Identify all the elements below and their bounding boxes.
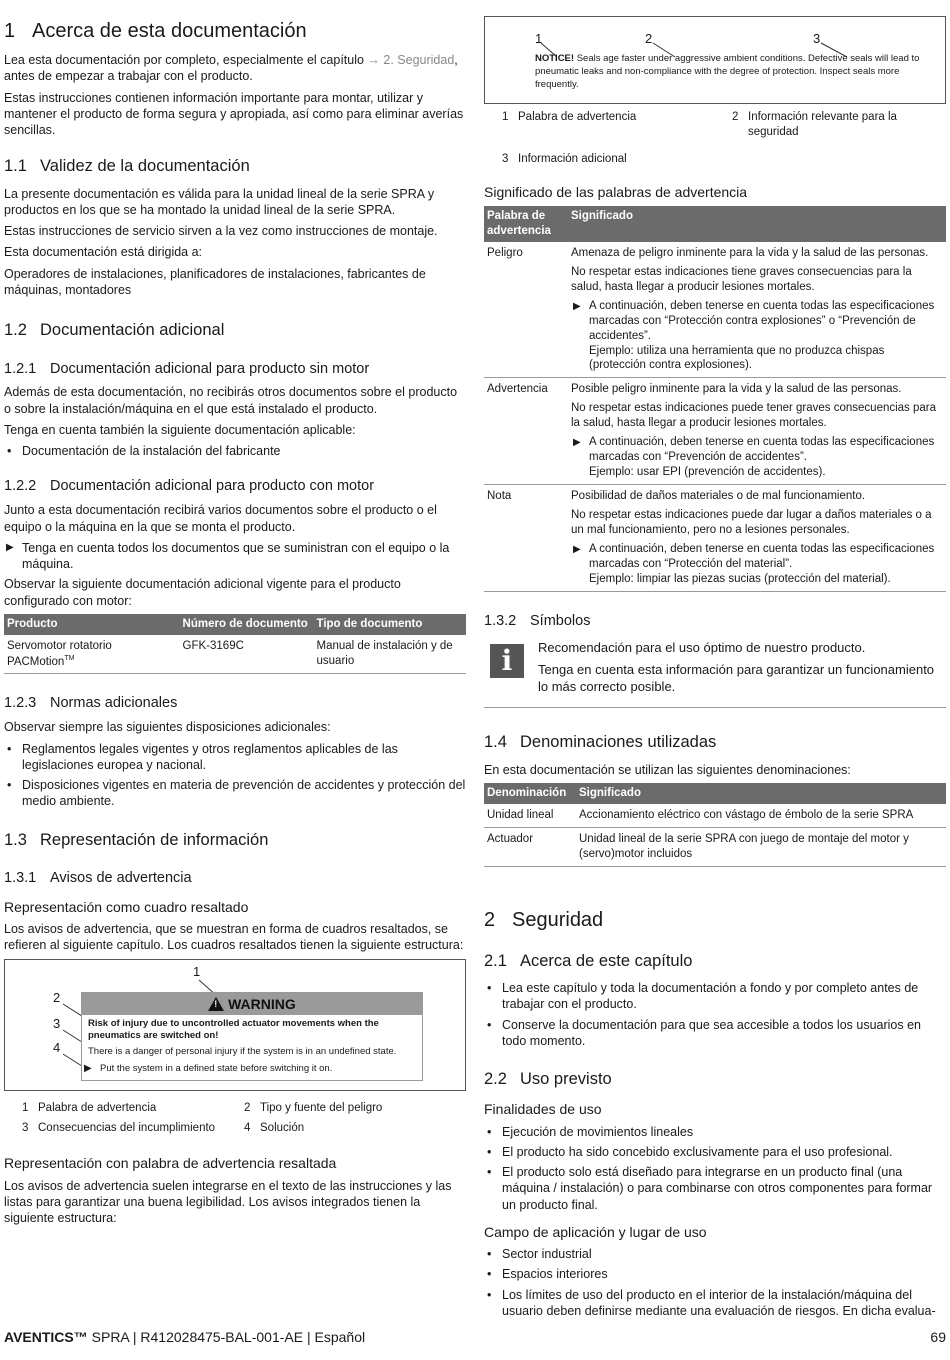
signal-words-table xyxy=(484,206,946,592)
bullet-list xyxy=(4,741,466,810)
heading-1: 1 Acerca de esta documentación xyxy=(4,20,307,42)
callout-2: 2 xyxy=(53,989,61,1005)
list-item: • Documentación de la instalación del fabricante xyxy=(4,443,466,459)
list-item: • Sector industrial xyxy=(484,1246,946,1262)
figure-legend xyxy=(484,110,946,167)
legend-item: 1 Palabra de advertencia xyxy=(22,1101,157,1114)
paragraph: Tenga en cuenta también la siguiente documentación aplicable: xyxy=(4,422,356,437)
right-column xyxy=(484,16,946,1324)
paragraph: Estas instrucciones contienen información importante para montar, utilizar y mantener el producto de forma segura y apropiada, así como para eliminar averías sencillas. xyxy=(4,90,464,137)
table-cell: Nota xyxy=(484,485,568,592)
callout-4: 4 xyxy=(53,1039,61,1055)
info-symbol-block xyxy=(484,636,946,708)
list-item: • Conserve la documentación para que sea accesible a todos los usuarios en todo momento. xyxy=(484,1017,946,1050)
table-row xyxy=(484,827,946,866)
list-item: • El producto solo está diseñado para integrarse en un producto final (una máquina / instalación) o para combinarse con otros componentes para formar un producto final. xyxy=(484,1164,946,1213)
paragraph: La presente documentación es válida para la unidad lineal de la serie SPRA y productos en los que se ha montado la unidad lineal de la serie SPRA. xyxy=(4,186,435,217)
heading-1-1: 1.1 Validez de la documentación xyxy=(4,157,250,176)
table-cell: Servomotor rotatorio PACMotion™ xyxy=(4,635,180,674)
list-item: • Ejecución de movimientos lineales xyxy=(484,1124,946,1140)
paragraph: Los avisos de advertencia suelen integrarse en el texto de las instrucciones y las listas para garantizar una buena legibilidad. Los avisos integrados tienen la siguiente estructura: xyxy=(4,1178,452,1226)
list-item: • Reglamentos legales vigentes y otros reglamentos aplicables de las legislaciones europea y nacional. xyxy=(4,741,466,774)
list-item: • Disposiciones vigentes en materia de prevención de accidentes y protección del medio ambiente. xyxy=(4,777,466,810)
table-header: Significado xyxy=(576,783,946,804)
heading-1-3-1: 1.3.1 Avisos de advertencia xyxy=(4,869,192,886)
documents-table xyxy=(4,614,466,675)
table-row xyxy=(4,635,466,674)
notice-text: NOTICE! Seals age faster under aggressive ambient conditions. Defective seals will lead to pneumatic leaks and non-compliance with the degree of protection. Inspect seals more frequently. xyxy=(535,53,920,90)
warning-header: ! WARNING xyxy=(82,993,422,1015)
subheading: Representación con palabra de advertencia resaltada xyxy=(4,1155,337,1172)
callout-3: 3 xyxy=(53,1015,61,1031)
legend-item: 2 Tipo y fuente del peligro xyxy=(244,1101,383,1114)
footer-doc-info: AVENTICS™ SPRA | R412028475-BAL-001-AE | Español xyxy=(4,1329,366,1345)
heading-1-2-2: 1.2.2 Documentación adicional para producto con motor xyxy=(4,478,375,495)
table-cell: Posible peligro inminente para la vida y la salud de las personas. No respetar estas indicaciones puede tener graves consecuencias para la salud, hasta llegar a producir lesiones mortales. ▶ A continuación, deben tenerse en cuenta todas las especificaciones marcadas con “Prevención de accidentes”. Ejemplo: usar EPI (prevención de accidentes). xyxy=(568,378,946,485)
table-header: Significado xyxy=(568,206,946,242)
table-cell: Actuador xyxy=(484,827,576,866)
bullet-list xyxy=(484,980,946,1049)
callout-1: 1 xyxy=(535,31,543,46)
warning-triangle-icon: ! xyxy=(208,997,224,1011)
paragraph: Estas instrucciones de servicio sirven a la vez como instrucciones de montaje. xyxy=(4,224,438,239)
consequence-text: There is a danger of personal injury if the system is in an undefined state. xyxy=(88,1046,397,1058)
list-item: • Lea este capítulo y toda la documentación a fondo y por completo antes de trabajar con el producto. xyxy=(484,980,946,1013)
table-cell: Amenaza de peligro inminente para la vida y la salud de las personas. No respetar estas indicaciones tiene graves consecuencias para la salud, hasta llegar a producir lesiones mortales. ▶ A continuación, deben tenerse en cuenta todas las especificaciones marcadas con “Protección contra explosiones” o “Prevención de accidentes”. Ejemplo: utiliza una herramienta que no produzca chispas (protección contra explosiones). xyxy=(568,242,946,378)
security-chapter-link[interactable]: → 2. Seguridad xyxy=(367,53,455,67)
callout-2: 2 xyxy=(645,31,653,46)
legend-item: 1 Palabra de advertencia xyxy=(502,111,637,123)
paragraph: Operadores de instalaciones, planificadores de instalaciones, fabricantes de máquinas, montadores xyxy=(4,266,426,297)
table-cell: GFK-3169C xyxy=(180,635,314,674)
page-footer xyxy=(4,1328,946,1346)
risk-text: Risk of injury due to uncontrolled actuator movements when the pneumatics are switched on! xyxy=(88,1017,379,1041)
paragraph: En esta documentación se utilizan las siguientes denominaciones: xyxy=(484,762,851,777)
table-cell: Peligro xyxy=(484,242,568,378)
page-number: 69 xyxy=(930,1329,946,1345)
table-header: Número de documento xyxy=(180,614,314,635)
heading-2-2: 2.2 Uso previsto xyxy=(484,1070,612,1089)
paragraph: Esta documentación está dirigida a: xyxy=(4,245,203,260)
heading-1-2-3: 1.2.3 Normas adicionales xyxy=(4,695,178,712)
table-row xyxy=(484,242,946,378)
paragraph: Junto a esta documentación recibirá varios documentos sobre el producto o el equipo o la máquina en la que se monta el producto. xyxy=(4,503,437,534)
paragraph: Observar la siguiente documentación adicional vigente para el producto configurado con motor: xyxy=(4,577,401,608)
action-step: ▶ Tenga en cuenta todos los documentos que se suministran con el equipo o la máquina. xyxy=(4,540,466,573)
table-cell: Unidad lineal de la serie SPRA con juego de montaje del motor y (servo)motor incluidos xyxy=(576,827,946,866)
info-icon: i xyxy=(490,644,524,678)
table-header: Producto xyxy=(4,614,180,635)
warning-box-figure xyxy=(4,959,466,1091)
heading-2-1: 2.1 Acerca de este capítulo xyxy=(484,951,693,970)
bullet-list xyxy=(484,1246,946,1319)
legend-item: 3 Consecuencias del incumplimiento xyxy=(22,1122,216,1135)
table-header: Tipo de documento xyxy=(314,614,466,635)
table-header: Palabra de advertencia xyxy=(484,206,568,242)
callout-1: 1 xyxy=(193,963,201,979)
paragraph: Recomendación para el uso óptimo de nuestro producto. xyxy=(538,640,866,656)
heading-1-3-2: 1.3.2 Símbolos xyxy=(484,612,591,629)
notice-figure xyxy=(484,16,946,104)
legend-item: 4 Solución xyxy=(244,1122,305,1135)
warning-panel xyxy=(81,992,423,1081)
table-cell: Manual de instalación y de usuario xyxy=(314,635,466,674)
table-header: Denominación xyxy=(484,783,576,804)
heading-1-2: 1.2 Documentación adicional xyxy=(4,321,225,340)
terms-table xyxy=(484,783,946,867)
subheading: Significado de las palabras de advertencia xyxy=(484,183,748,200)
list-item: • El producto ha sido concebido exclusivamente para el uso profesional. xyxy=(484,1144,946,1160)
heading-1-2-1: 1.2.1 Documentación adicional para producto sin motor xyxy=(4,360,370,377)
figure-legend xyxy=(4,1101,466,1137)
table-row xyxy=(484,378,946,485)
subheading: Campo de aplicación y lugar de uso xyxy=(484,1223,707,1240)
subheading: Finalidades de uso xyxy=(484,1101,602,1118)
table-cell: Posibilidad de daños materiales o de mal funcionamiento. No respetar estas indicaciones puede dar lugar a daños materiales o a un mal funcionamiento, pero no a lesiones personales. ▶ A continuación, deben tenerse en cuenta todas las especificaciones marcadas con “Protección del material”. Ejemplo: limpiar las piezas sucias (protección del material). xyxy=(568,485,946,592)
legend-item: 3 Información adicional xyxy=(502,152,627,165)
heading-2: 2 Seguridad xyxy=(484,908,604,931)
left-column xyxy=(4,14,466,1231)
subheading: Representación como cuadro resaltado xyxy=(4,898,249,915)
heading-1-4: 1.4 Denominaciones utilizadas xyxy=(484,733,717,752)
bullet-list xyxy=(4,443,466,459)
legend-item: 2 Información relevante para la seguridad xyxy=(732,111,897,138)
paragraph: Además de esta documentación, no recibirás otros documentos sobre el producto o sobre la instalación/máquina en el que está instalado el producto. xyxy=(4,385,458,416)
table-cell: Unidad lineal xyxy=(484,804,576,827)
paragraph: Los avisos de advertencia, que se muestran en forma de cuadros resaltados, se refieren al siguiente capítulo. Los cuadros resaltados tienen la siguiente estructura: xyxy=(4,922,464,953)
heading-1-3: 1.3 Representación de información xyxy=(4,830,269,849)
solution-text: ▶ Put the system in a defined state before switching it on. xyxy=(82,1061,422,1080)
table-cell: Accionamiento eléctrico con vástago de émbolo de la serie SPRA xyxy=(576,804,946,827)
bullet-list xyxy=(484,1124,946,1213)
list-item: • Espacios interiores xyxy=(484,1266,946,1282)
paragraph: Observar siempre las siguientes disposiciones adicionales: xyxy=(4,720,331,735)
list-item: • Los límites de uso del producto en el interior de la instalación/máquina del usuario deben definirse mediante una evaluación de riesgos. En dicha evalua- xyxy=(484,1287,946,1320)
table-row xyxy=(484,804,946,827)
intro-paragraph: Lea esta documentación por completo, especialmente el capítulo → 2. Seguridad, antes de empezar a trabajar con el producto. xyxy=(4,53,458,84)
paragraph: Tenga en cuenta esta información para garantizar un funcionamiento lo más correcto posible. xyxy=(538,662,935,695)
table-cell: Advertencia xyxy=(484,378,568,485)
callout-3: 3 xyxy=(813,31,821,46)
table-row xyxy=(484,485,946,592)
